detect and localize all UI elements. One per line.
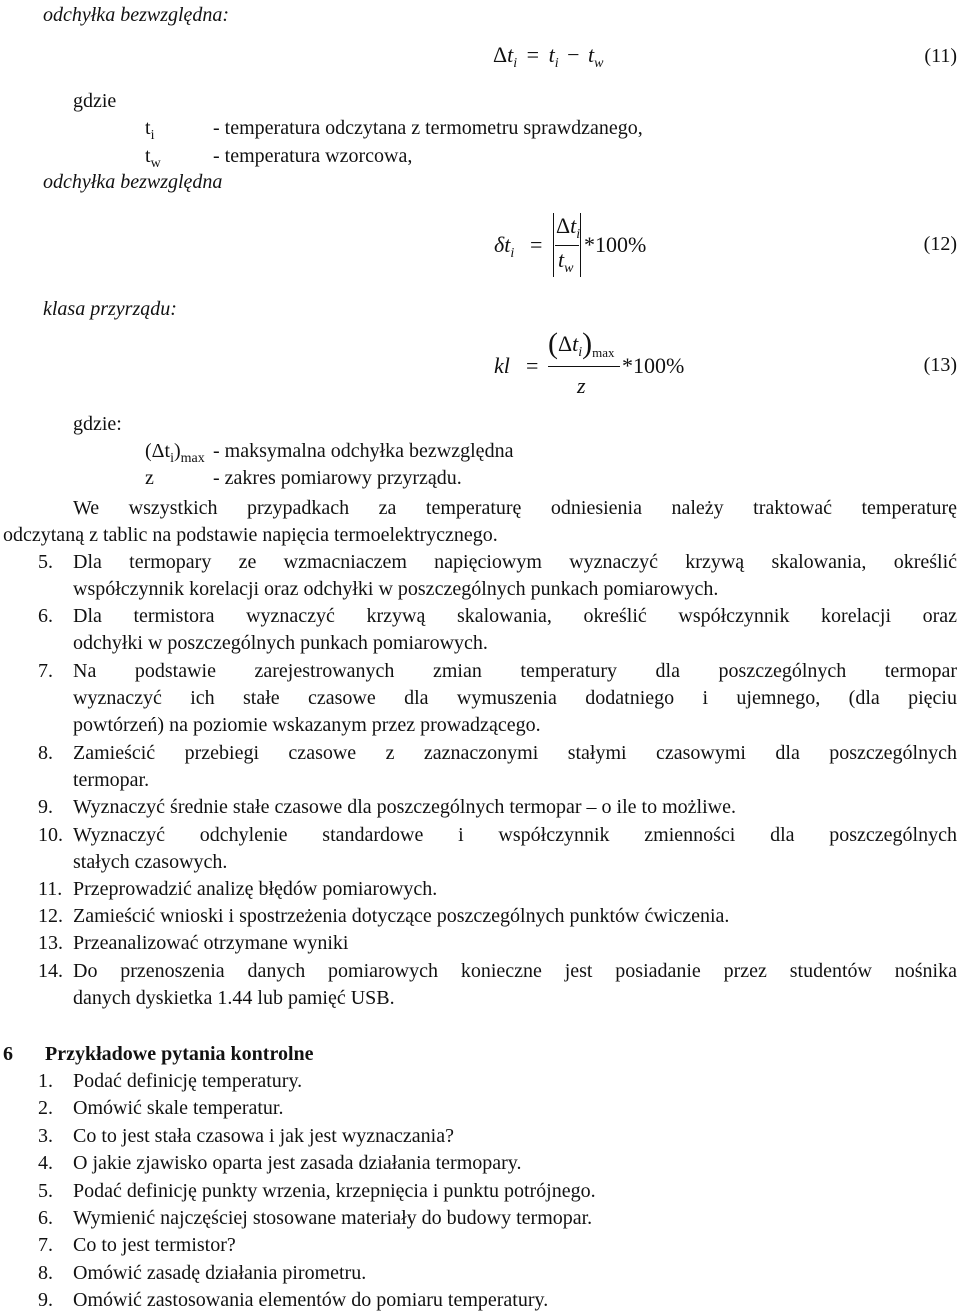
task-8-line-1: Zamieścić przebiegi czasowe z zaznaczonymi stałymi czasowymi dla poszczególnych [73, 742, 957, 764]
eq12-abs-left [553, 213, 554, 277]
def-dtmax-close: ) [173, 440, 181, 462]
eq11-delta: Δ [493, 42, 508, 67]
def-ti-t: t [145, 117, 151, 139]
equation-11 [493, 41, 604, 72]
question-9-text: Omówić zastosowania elementów do pomiaru temperatury. [73, 1289, 549, 1311]
eq12-num-sub-i: i [576, 227, 581, 242]
paragraph-line-2: odczytaną z tablic na podstawie napięcia termoelektrycznego. [3, 524, 498, 546]
heading-text: odchyłka bezwzględna [43, 4, 223, 26]
eq12-t: t [504, 232, 511, 257]
eq11-sub-w: w [594, 56, 604, 71]
eq13-z: z [577, 373, 586, 398]
eq12-equals: = [530, 232, 543, 257]
def-z-symbol: z [145, 467, 154, 489]
task-5-number: 5. [38, 551, 53, 573]
eq11-sub-i2: i [554, 56, 559, 71]
eq12-numerator [556, 212, 580, 243]
heading-colon: : [222, 4, 230, 26]
eq13-kl: kl [494, 353, 510, 378]
question-5-number: 5. [38, 1180, 53, 1202]
eq11-t3: t [588, 42, 595, 67]
def-tw-sub: w [150, 156, 161, 171]
task-7-line-1: Na podstawie zarejestrowanych zmian temperatury dla poszczególnych termopar [73, 660, 957, 682]
eq13-sub-max: max [592, 345, 615, 360]
task-12-number: 12. [38, 905, 63, 927]
task-13-line-1: Przeanalizować otrzymane wyniki [73, 932, 349, 954]
question-7-text: Co to jest termistor? [73, 1234, 236, 1256]
eq13-fraction-bar [548, 366, 620, 367]
task-7-line-3: powtórzeń) na poziomie wskazanym przez prowadzącego. [73, 714, 541, 736]
eq12-num-t: t [570, 213, 577, 238]
eq13-t: t [572, 331, 579, 356]
task-9-number: 9. [38, 796, 53, 818]
task-7-line-2: wyznaczyć ich stałe czasowe dla wymuszenia dodatniego i ujemnego, (dla pięciu [73, 687, 957, 709]
def-dtmax-sub-max: max [180, 451, 205, 466]
question-4-number: 4. [38, 1152, 53, 1174]
eq11-sub-i: i [513, 56, 518, 71]
equation-11-number: (11) [924, 45, 957, 67]
task-10-line-1: Wyznaczyć odchylenie standardowe i współczynnik zmienności dla poszczególnych [73, 824, 957, 846]
def-z-desc: - zakres pomiarowy przyrządu. [213, 467, 462, 489]
def-ti-sub: i [150, 128, 155, 143]
def-ti-symbol [145, 115, 154, 144]
gdzie-label-1: gdzie [73, 90, 117, 112]
equation-13-number: (13) [923, 354, 957, 376]
question-7-number: 7. [38, 1234, 53, 1256]
question-5-text: Podać definicję punkty wrzenia, krzepnięcia i punktu potrójnego. [73, 1180, 596, 1202]
paragraph-line-1: We wszystkich przypadkach za temperaturę odniesienia należy traktować temperaturę [73, 497, 957, 519]
def-tw-symbol [145, 143, 161, 172]
section-heading [3, 1041, 314, 1068]
question-2-number: 2. [38, 1097, 53, 1119]
eq11-t2: t [548, 42, 555, 67]
eq12-den-sub-w: w [564, 261, 574, 276]
klasa-text: klasa przyrządu [43, 298, 171, 320]
task-8-line-2: termopar. [73, 769, 150, 791]
task-8-number: 8. [38, 742, 53, 764]
eq11-equals: = [526, 42, 540, 67]
eq12-sub-i: i [510, 246, 515, 261]
task-14-number: 14. [38, 960, 63, 982]
def-ti-desc: - temperatura odczytana z termometru sprawdzanego, [213, 117, 643, 139]
equation-12 [494, 213, 664, 286]
eq13-times100: *100% [622, 353, 685, 378]
eq12-times100: *100% [584, 232, 647, 257]
question-4-text: O jakie zjawisko oparta jest zasada działania termopary. [73, 1152, 522, 1174]
task-14-line-1: Do przenoszenia danych pomiarowych konieczne jest posiadanie przez studentów nośnika [73, 960, 957, 982]
question-3-text: Co to jest stała czasowa i jak jest wyznaczania? [73, 1125, 454, 1147]
question-1-text: Podać definicję temperatury. [73, 1070, 303, 1092]
heading-odchylka-bezwzgledna [43, 2, 229, 29]
question-8-number: 8. [38, 1262, 53, 1284]
eq13-equals: = [526, 353, 539, 378]
section-title: Przykładowe pytania kontrolne [45, 1043, 314, 1065]
heading-odchylka-bezwzgledna-2: odchyłka bezwzględna [43, 171, 223, 193]
eq13-delta: Δ [558, 331, 573, 356]
task-5-line-2: współczynnik korelacji oraz odchyłki w poszczególnych punkach pomiarowych. [73, 578, 719, 600]
question-9-number: 9. [38, 1289, 53, 1311]
gdzie-label-2: gdzie: [73, 413, 122, 435]
task-11-line-1: Przeprowadzić analizę błędów pomiarowych. [73, 878, 438, 900]
task-10-number: 10. [38, 824, 63, 846]
question-8-text: Omówić zasadę działania pirometru. [73, 1262, 367, 1284]
def-dtmax-desc: - maksymalna odchyłka bezwzględna [213, 440, 514, 462]
task-5-line-1: Dla termopary ze wzmacniaczem napięciowym wyznaczyć krzywą skalowania, określić [73, 551, 957, 573]
heading-klasa-przyrzadu [43, 296, 177, 323]
equation-13 [494, 327, 694, 400]
equation-12-number: (12) [923, 233, 957, 255]
task-13-number: 13. [38, 932, 63, 954]
task-6-number: 6. [38, 605, 53, 627]
task-6-line-1: Dla termistora wyznaczyć krzywą skalowania, określić współczynnik korelacji oraz [73, 605, 957, 627]
task-7-number: 7. [38, 660, 53, 682]
eq13-lparen: ( [548, 327, 558, 360]
eq12-delta-small [494, 231, 514, 262]
def-tw-t: t [145, 145, 151, 167]
question-1-number: 1. [38, 1070, 53, 1092]
eq12-den-t: t [558, 247, 565, 272]
question-6-number: 6. [38, 1207, 53, 1229]
eq12-denominator [558, 246, 573, 277]
eq13-sub-i: i [578, 345, 583, 360]
task-12-line-1: Zamieścić wnioski i spostrzeżenia dotyczące poszczególnych punktów ćwiczenia. [73, 905, 730, 927]
def-dtmax-sub-i: i [170, 451, 174, 466]
def-dtmax-symbol [145, 438, 205, 467]
klasa-colon: : [170, 298, 177, 320]
def-tw-desc: - temperatura wzorcowa, [213, 145, 413, 167]
eq11-minus: − [567, 42, 580, 67]
question-2-text: Omówić skale temperatur. [73, 1097, 284, 1119]
question-6-text: Wymienić najczęściej stosowane materiały do budowy termopar. [73, 1207, 593, 1229]
eq11-t: t [507, 42, 514, 67]
task-10-line-2: stałych czasowych. [73, 851, 228, 873]
eq12-num-delta: Δ [556, 213, 571, 238]
eq13-numerator [548, 328, 615, 361]
task-9-line-1: Wyznaczyć średnie stałe czasowe dla poszczególnych termopar – o ile to możliwe. [73, 796, 736, 818]
task-6-line-2: odchyłki w poszczególnych punkach pomiarowych. [73, 632, 488, 654]
task-11-number: 11. [38, 878, 63, 900]
eq12-delta-small-sym: δ [494, 232, 505, 257]
def-dtmax-open: (Δt [145, 440, 171, 462]
eq13-rparen: ) [582, 327, 593, 360]
task-14-line-2: danych dyskietka 1.44 lub pamięć USB. [73, 987, 395, 1009]
question-3-number: 3. [38, 1125, 53, 1147]
section-number: 6 [3, 1043, 13, 1065]
